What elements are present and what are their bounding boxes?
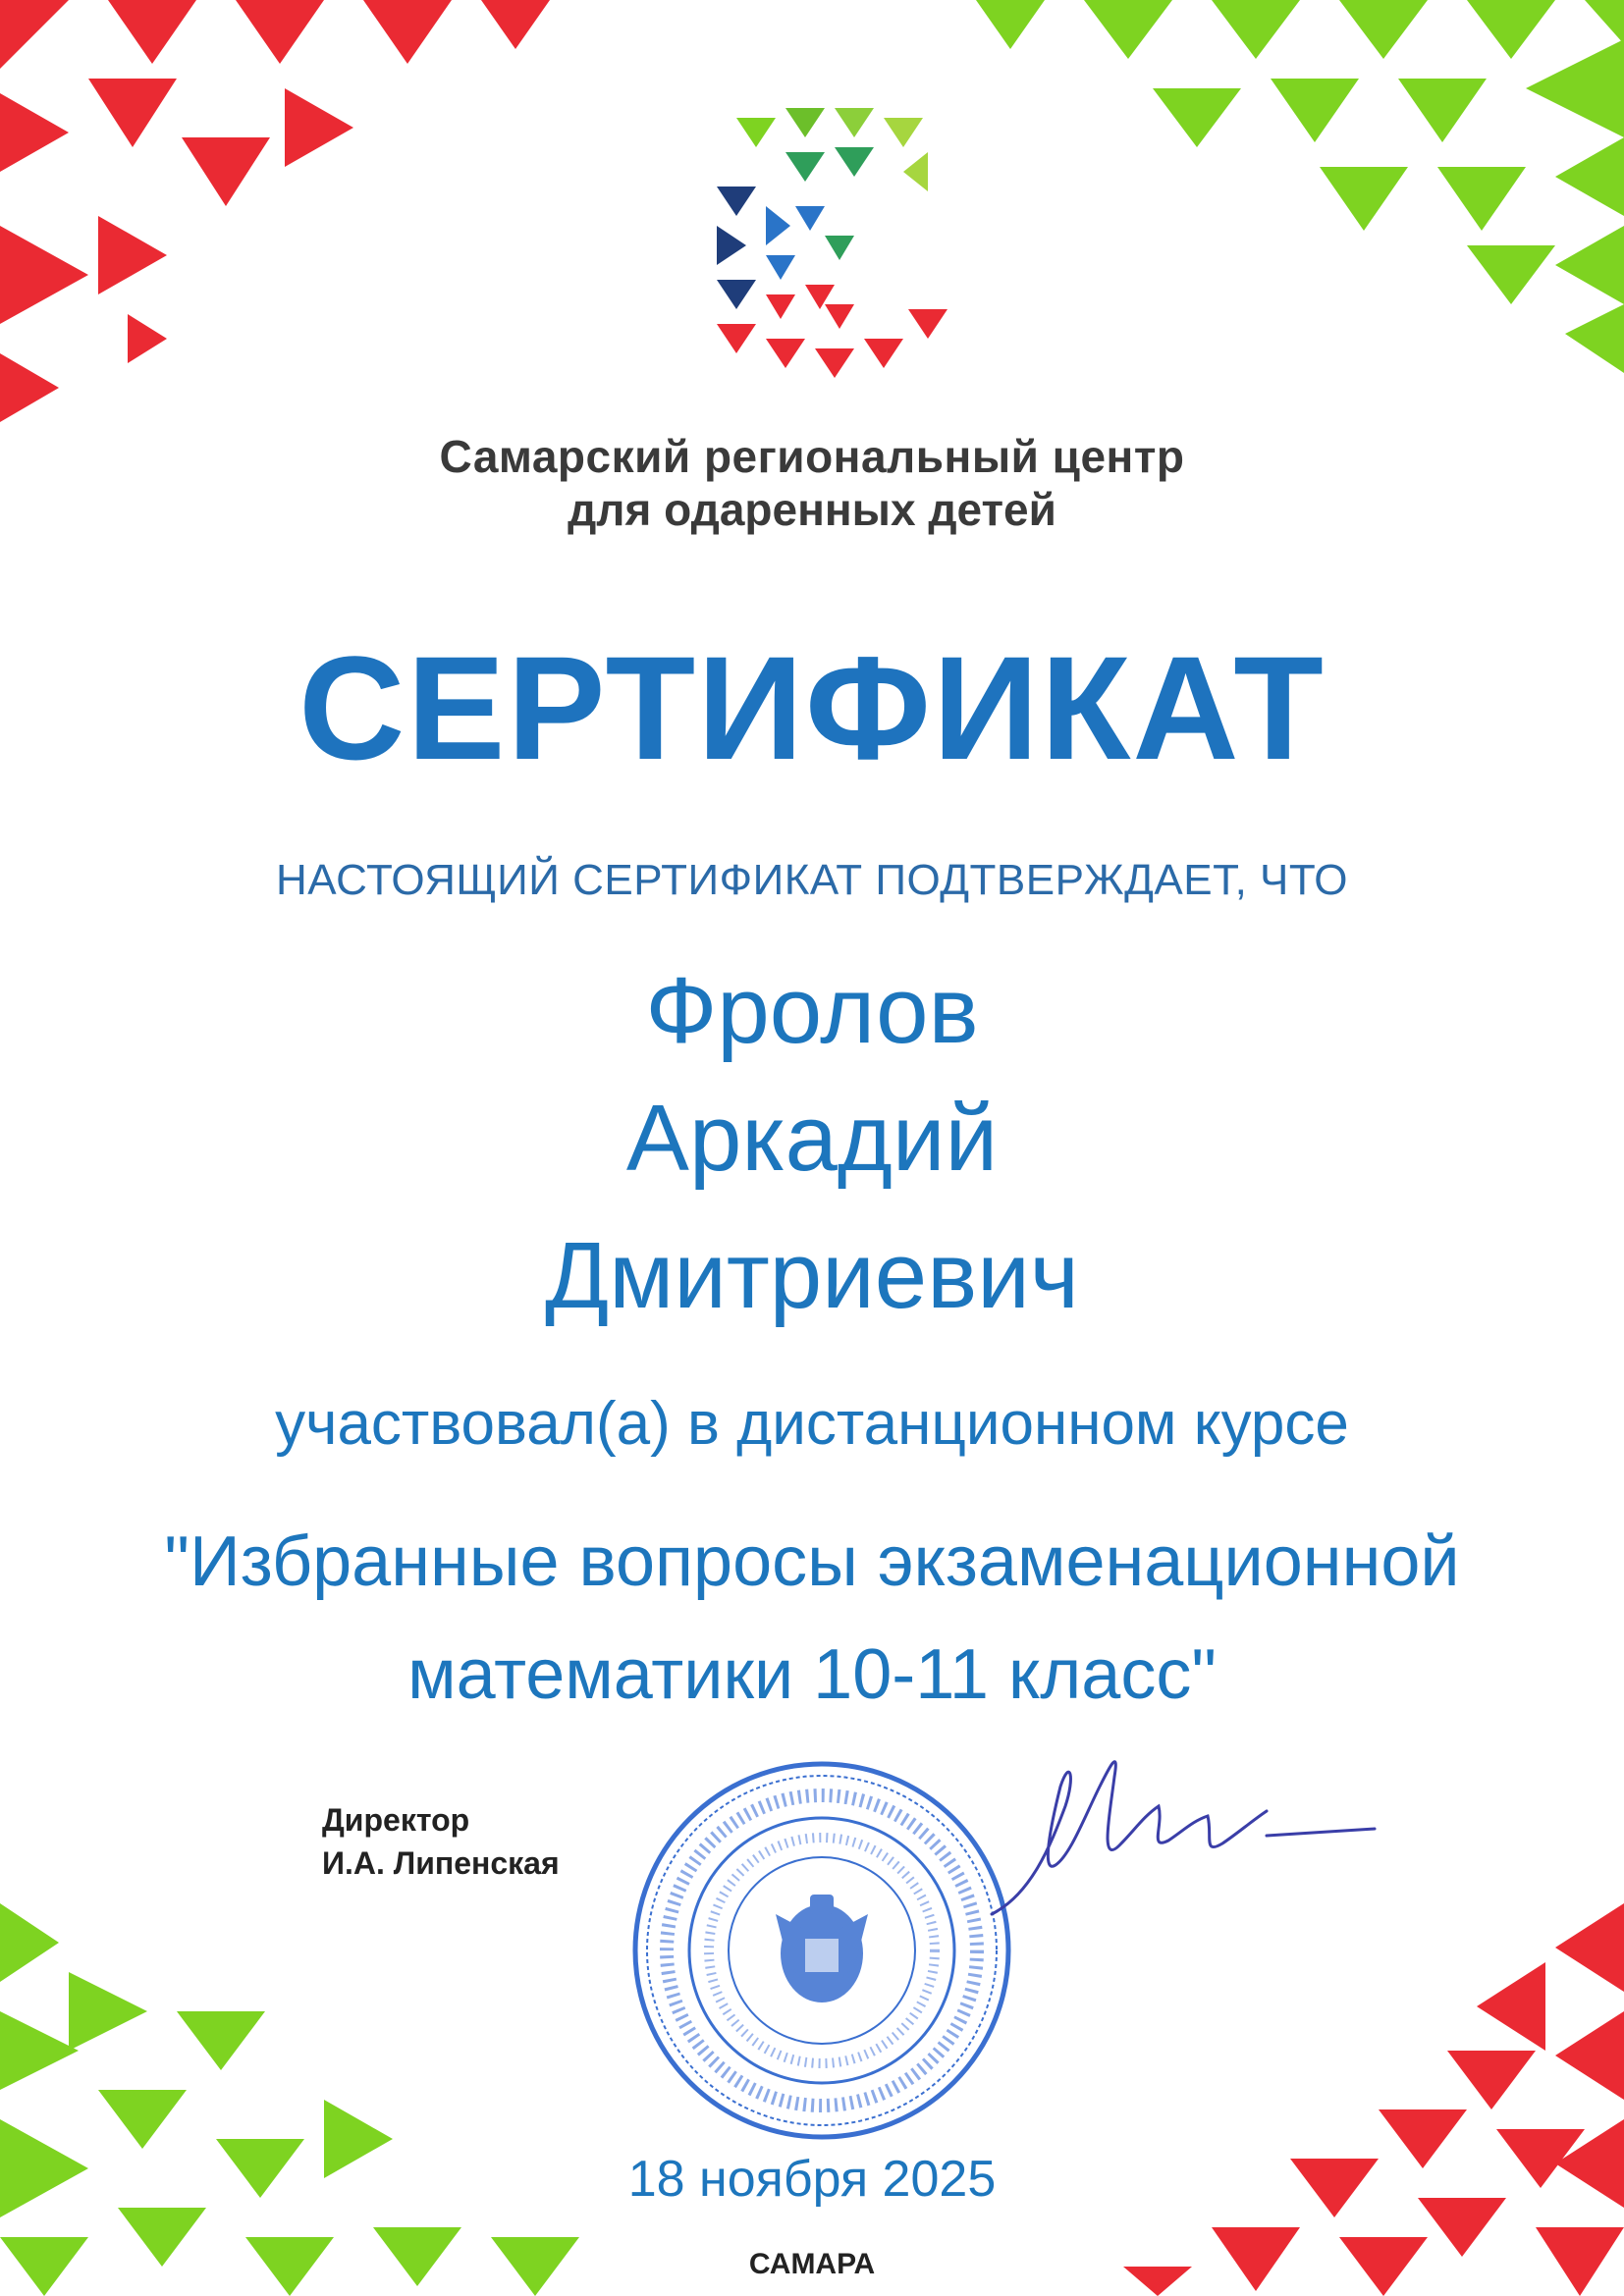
- signature-icon: [972, 1728, 1384, 1924]
- recipient-first-name: Аркадий: [625, 1086, 999, 1191]
- recipient-last-name: Фролов: [645, 958, 979, 1063]
- course-intro-text: участвовал(а) в дистанционном курсе: [275, 1390, 1349, 1458]
- corner-decoration-top-left: [0, 0, 550, 422]
- course-title-line1: "Избранные вопросы экзаменационной: [164, 1522, 1460, 1601]
- organization-name-line1: Самарский региональный центр: [439, 431, 1185, 482]
- srcod-logo-icon: [677, 98, 972, 402]
- corner-decoration-bottom-left: [0, 1903, 609, 2296]
- corner-decoration-bottom-right: [1035, 1903, 1624, 2296]
- course-title-line2: математики 10-11 класс": [407, 1635, 1217, 1714]
- official-stamp-icon: [628, 1757, 1016, 2145]
- recipient-patronymic: Дмитриевич: [545, 1223, 1079, 1328]
- certificate-title: СЕРТИФИКАТ: [298, 625, 1326, 790]
- issue-city: САМАРА: [748, 2248, 876, 2280]
- certificate-subtitle: НАСТОЯЩИЙ СЕРТИФИКАТ ПОДТВЕРЖДАЕТ, ЧТО: [276, 856, 1348, 904]
- issue-date: 18 ноября 2025: [627, 2151, 997, 2208]
- director-name: И.А. Липенская: [322, 1845, 560, 1881]
- organization-name-line2: для одаренных детей: [568, 484, 1056, 535]
- corner-decoration-top-right: [976, 0, 1624, 422]
- director-title: Директор: [322, 1802, 470, 1838]
